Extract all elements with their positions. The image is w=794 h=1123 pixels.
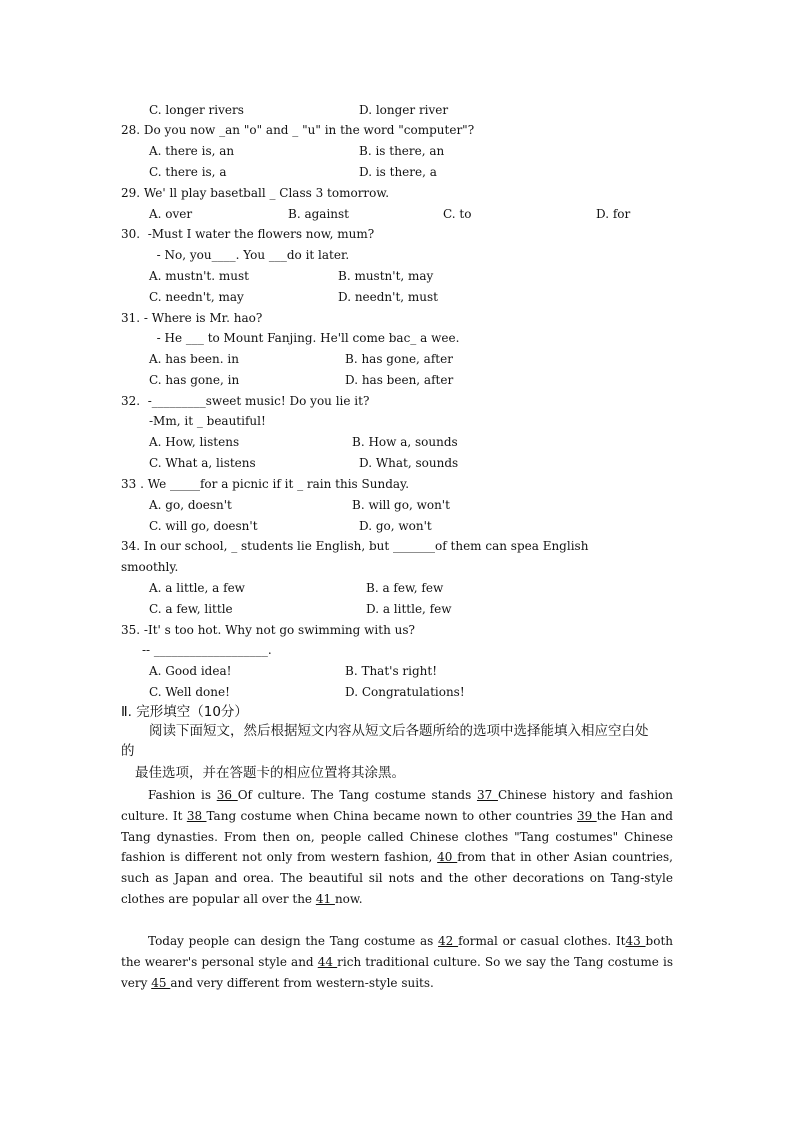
section-instruction-wrap: 的 [121,743,135,759]
q32-option-d: D. What, sounds [359,456,459,470]
blank-40: 40 [437,850,458,865]
passage-text: the Han and Tang dynasties. From then on, people called Chinese clothes "Tang costumes" Chinese fashion is different not only from western fashion, [121,808,673,865]
q32-stem: 32. -_________sweet music! Do you lie it? [121,394,370,408]
section-instruction-2: 最佳选项，并在答题卡的相应位置将其涂黑。 [135,765,405,781]
q33-option-c: C. will go, doesn't [149,519,258,533]
q34-line2: smoothly. [121,560,179,574]
q28-option-b: B. is there, an [359,144,445,158]
q29-option-d: D. for [596,207,631,221]
q32-line2: -Mm, it _ beautiful! [149,414,266,428]
q32-option-b: B. How a, sounds [352,435,458,449]
passage-text: Today people can design the Tang costume as [148,934,439,948]
blank-37: 37 [476,788,498,802]
q31-stem: 31. - Where is Mr. hao? [121,311,263,325]
q28-stem: 28. Do you now _an "o" and _ "u" in the word "computer"? [121,123,475,137]
blank-43: 43 [625,934,646,948]
passage-text: rich traditional culture. So we say the Tang costume is very [121,954,673,990]
blank-44: 44 [317,954,338,969]
passage-paragraph-2 [121,931,673,993]
q28-option-a: A. there is, an [149,144,235,158]
q29-option-a: A. over [149,207,193,221]
q34-option-b: B. a few, few [366,581,444,595]
q33-option-d: D. go, won't [359,519,432,533]
passage-text: Chinese history and fashion culture. It [121,788,673,823]
blank-36: 36 [216,788,238,802]
q29-option-c: C. to [443,207,472,221]
q28-option-d: D. is there, a [359,165,437,179]
q35-option-a: A. Good idea! [149,664,232,678]
q30-option-a: A. mustn't. must [149,269,249,283]
blank-42: 42 [438,934,459,948]
q31-option-c: C. has gone, in [149,373,240,387]
q30-option-c: C. needn't, may [149,290,244,304]
q27-option-c: C. longer rivers [149,103,244,117]
passage-text: and very different from western-style suits. [170,975,434,990]
blank-45: 45 [151,975,171,990]
q34-option-c: C. a few, little [149,602,233,616]
passage-text: Tang costume when China became nown to other countries [206,808,577,823]
q33-option-b: B. will go, won't [352,498,450,512]
q31-line2: - He ___ to Mount Fanjing. He'll come bac_ a wee. [149,331,460,345]
q32-option-c: C. What a, listens [149,456,256,470]
q32-option-a: A. How, listens [149,435,240,449]
passage-paragraph-1 [121,785,673,910]
q35-line2: -- ___________________. [142,643,272,657]
blank-39: 39 [577,808,597,823]
section-instruction: 阅读下面短文，然后根据短文内容从短文后各题所给的选项中选择能填入相应空白处 [149,723,649,739]
passage-text: formal or casual clothes. It [458,934,626,948]
q33-stem: 33 . We _____for a picnic if it _ rain this Sunday. [121,477,410,491]
passage-text: Fashion is [148,788,217,802]
q35-option-b: B. That's right! [345,664,438,678]
q34-stem: 34. In our school, _ students lie English, but _______of them can spea English [121,539,589,553]
q35-option-d: D. Congratulations! [345,685,465,699]
q30-option-d: D. needn't, must [338,290,439,304]
blank-41: 41 [315,891,335,906]
q27-option-d: D. longer river [359,103,449,117]
section-heading: Ⅱ. 完形填空（10分） [121,704,248,720]
q31-option-a: A. has been. in [149,352,239,366]
q30-option-b: B. mustn't, may [338,269,434,283]
passage-text: Of culture. The Tang costume stands [237,788,477,802]
q33-option-a: A. go, doesn't [149,498,232,512]
passage-text: both the wearer's personal style and [121,934,673,969]
q30-line2: - No, you____. You ___do it later. [149,248,350,262]
passage-text: now. [334,891,363,906]
q29-stem: 29. We' ll play basetball _ Class 3 tomorrow. [121,186,390,200]
q30-stem: 30. -Must I water the flowers now, mum? [121,227,375,241]
q35-stem: 35. -It' s too hot. Why not go swimming with us? [121,623,415,637]
q34-option-d: D. a little, few [366,602,452,616]
passage-text: from that in other Asian countries, such as Japan and orea. The beautiful sil nots and the other decorations on Tang-style clothes are popular all over the [121,850,673,906]
q34-option-a: A. a little, a few [149,581,245,595]
q29-option-b: B. against [288,207,349,221]
q31-option-d: D. has been, after [345,373,454,387]
blank-38: 38 [186,808,207,823]
q35-option-c: C. Well done! [149,685,230,699]
q31-option-b: B. has gone, after [345,352,453,366]
q28-option-c: C. there is, a [149,165,227,179]
